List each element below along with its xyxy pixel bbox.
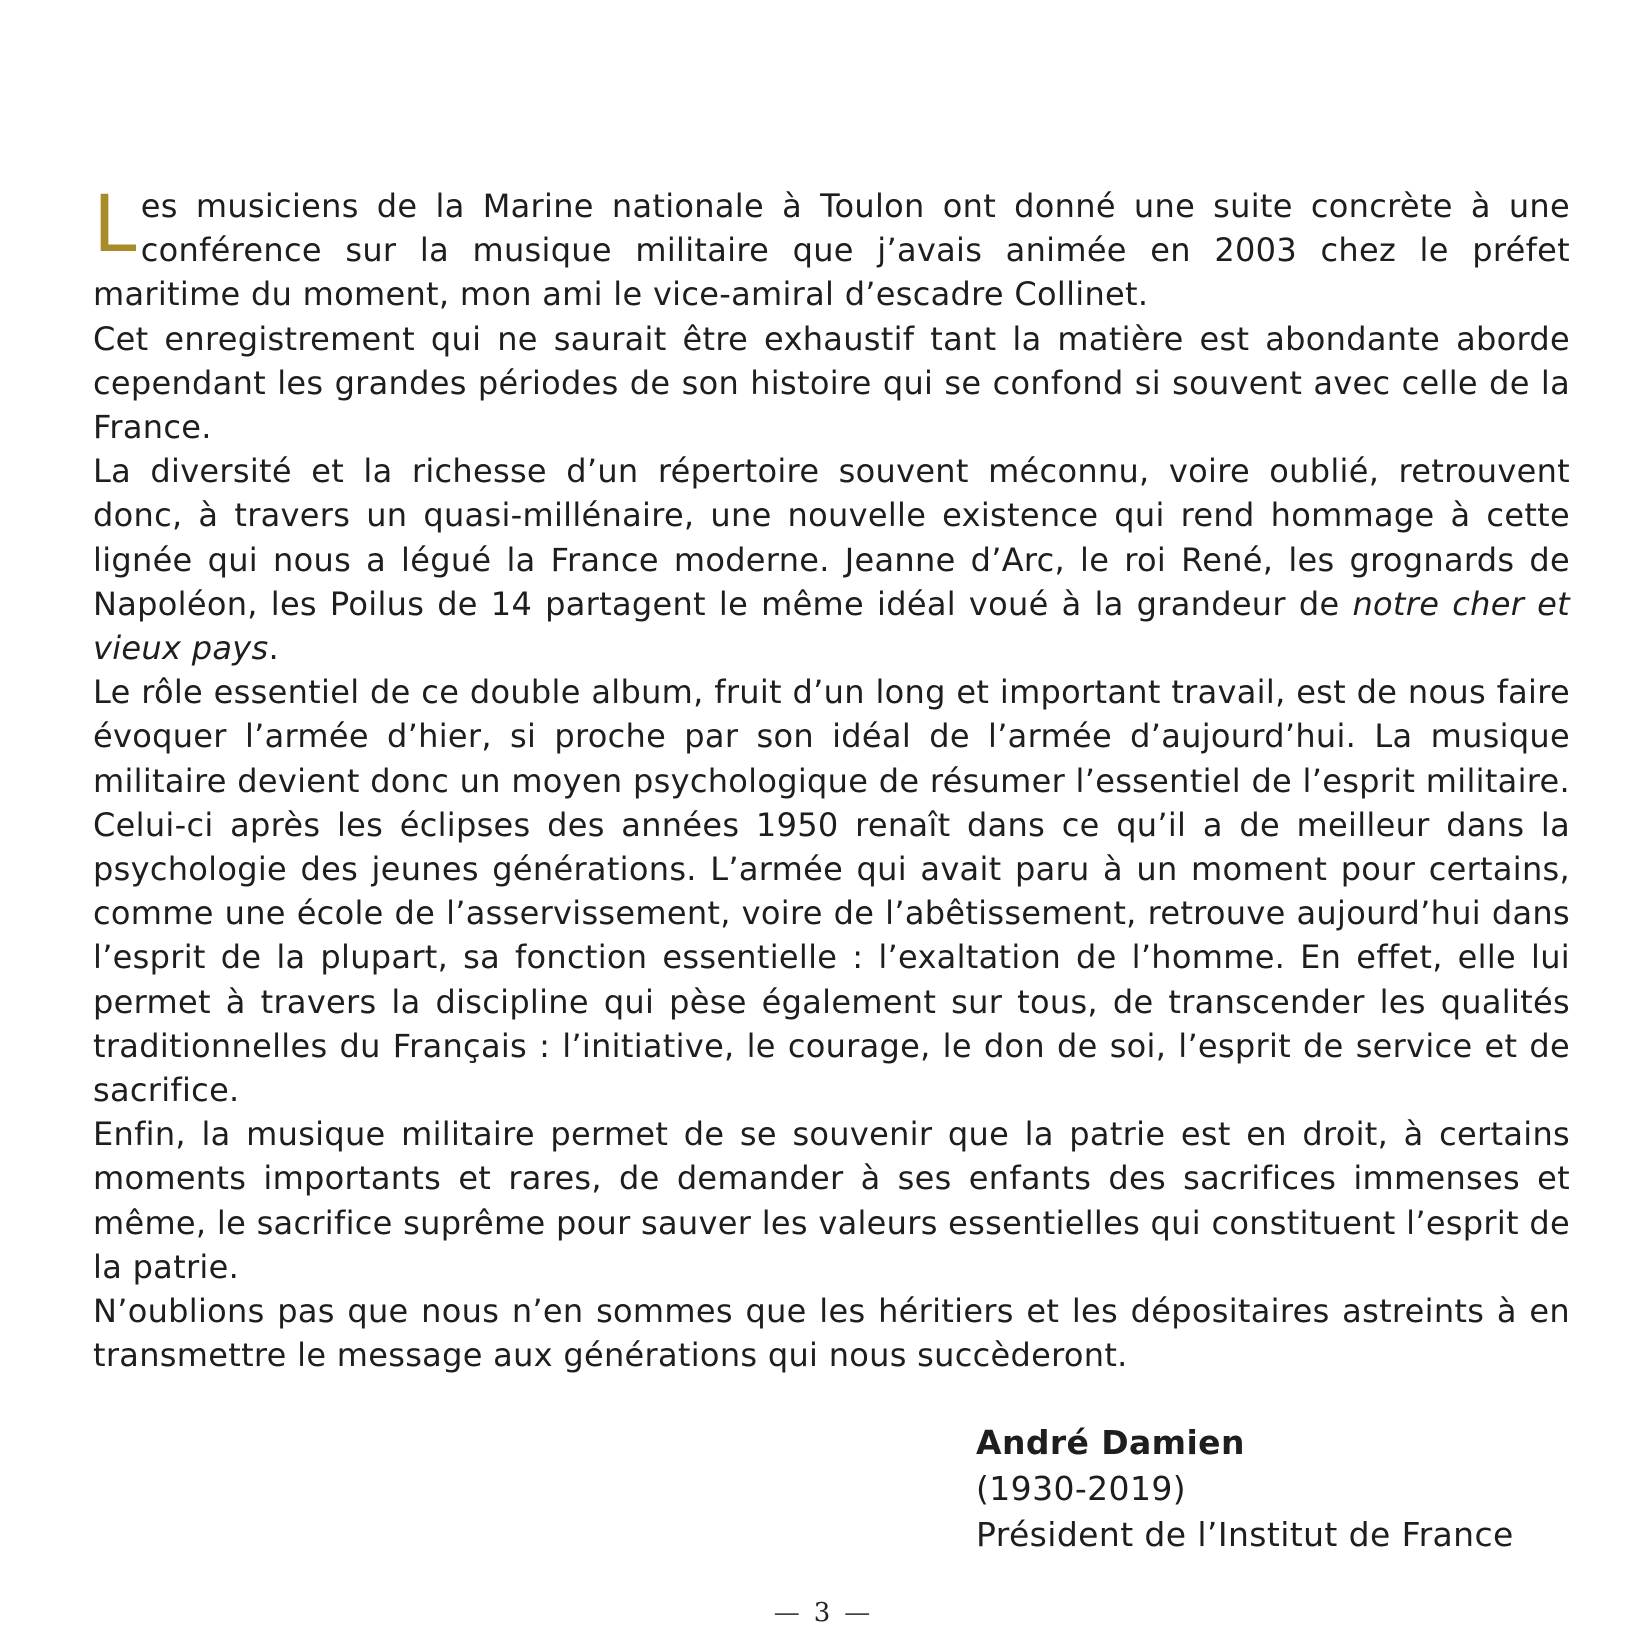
paragraph-6: N’oublions pas que nous n’en sommes que les héritiers et les dépositaires astreints à en transmettre le message aux générations qui nous succèderont. [93, 1292, 1570, 1375]
paragraph-2: Cet enregistrement qui ne saurait être exhaustif tant la matière est abondante aborde cependant les grandes périodes de son histoire qui se confond si souvent avec celle de la France. [93, 319, 1570, 447]
signature-block [976, 1420, 1514, 1558]
page-number: 3 [813, 1598, 831, 1628]
paragraph-3-text: La diversité et la richesse d’un répertoire souvent méconnu, voire oublié, retrouvent donc, à travers un quasi-millénaire, une nouvelle existence qui rend hommage à cette lignée qui nous a légué la France moderne. Jeanne d’Arc, le roi René, les grognards de Napoléon, les Poilus de 14 partagent le même idéal voué à la grandeur de [93, 452, 1570, 623]
page-footer [0, 1598, 1644, 1628]
signature-dates: (1930-2019) [976, 1469, 1187, 1508]
footer-dash-right: — [844, 1598, 871, 1628]
paragraph-3-italic: notre cher et vieux pays [93, 584, 1570, 668]
drop-cap: L [93, 180, 137, 270]
paragraph-5: Enfin, la musique militaire permet de se souvenir que la patrie est en droit, à certains moments importants et rares, de demander à ses enfants des sacrifices immenses et même, le sacrifice suprême pour sauver les valeurs essentielles qui constituent l’esprit de la patrie. [93, 1115, 1570, 1286]
paragraph-1-text: es musiciens de la Marine nationale à Toulon ont donné une suite concrète à une conférence sur la musique militaire que j’avais animée en 2003 chez le préfet maritime du moment, mon ami le vice-amiral d’escadre Collinet. [93, 187, 1570, 314]
body-text [93, 180, 1570, 1377]
footer-dash-left: — [773, 1598, 800, 1628]
signature-name: André Damien [976, 1423, 1245, 1462]
paragraph-4: Le rôle essentiel de ce double album, fruit d’un long et important travail, est de nous faire évoquer l’armée d’hier, si proche par son idéal de l’armée d’aujourd’hui. La musique militaire devient donc un moyen psychologique de résumer l’essentiel de l’esprit militaire. Celui-ci après les éclipses des années 1950 renaît dans ce qu’il a de meilleur dans la psychologie des jeunes générations. L’armée qui avait paru à un moment pour certains, comme une école de l’asservissement, voire de l’abêtissement, retrouve aujourd’hui dans l’esprit de la plupart, sa fonction essentielle : l’exaltation de l’homme. En effet, elle lui permet à travers la discipline qui pèse également sur tous, de transcender les qualités traditionnelles du Français : l’initiative, le courage, le don de soi, l’esprit de service et de sacrifice. [93, 673, 1570, 1110]
paragraph-3-end: . [268, 629, 279, 668]
paragraph-3 [93, 449, 1570, 670]
signature-title: Président de l’Institut de France [976, 1515, 1514, 1554]
paragraph-1 [93, 180, 1570, 317]
